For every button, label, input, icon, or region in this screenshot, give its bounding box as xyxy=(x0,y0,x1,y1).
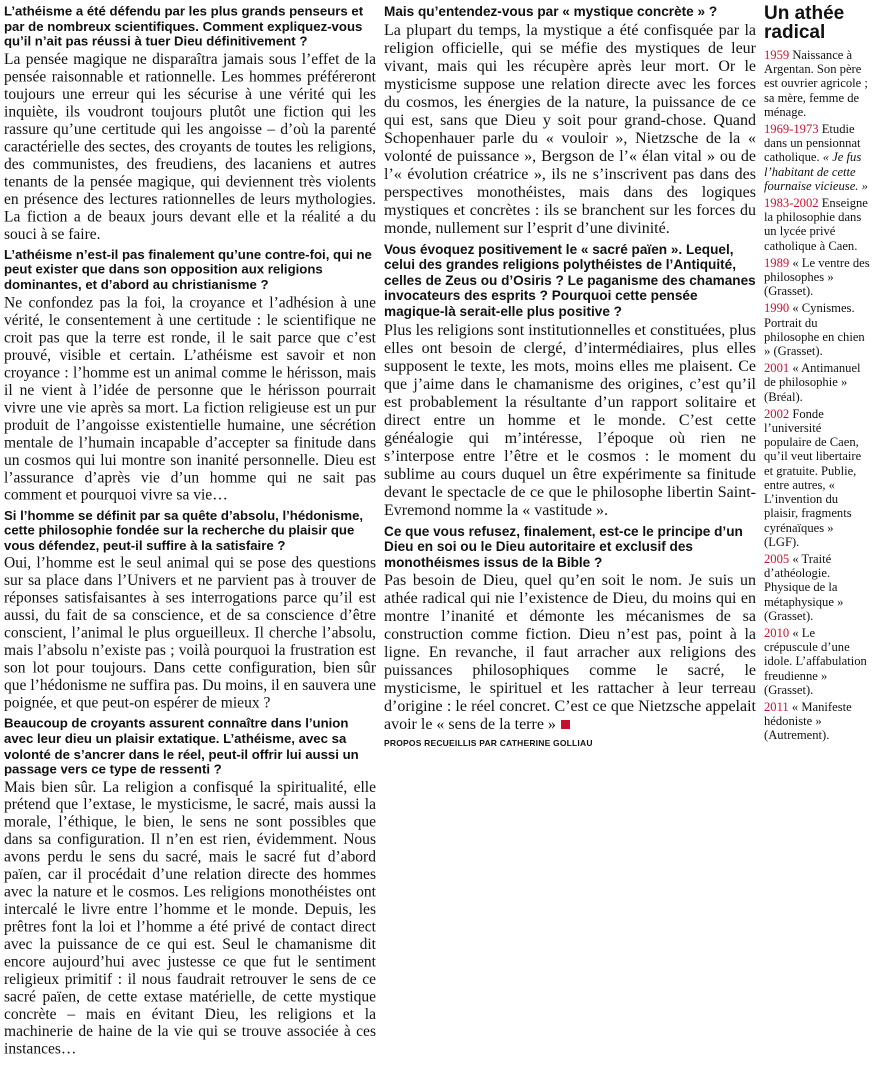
timeline-year: 1990 xyxy=(764,301,790,316)
interview-column-2 xyxy=(384,4,756,1076)
answer-1: La pensée magique ne disparaîtra jamais sous l’effet de la pensée raisonnable et rationnelle. Les hommes préféreront toujours une erreur qui les sécurise à une vérité qui les inquiète, ils voudront toujours plutôt une fiction qui les rassure qu’une certitude qui les angoisse – d’où la parenté caractérielle des sectes, des croyants de toutes les religions, des communistes, des freudiens, des lacaniens et autres tenants de la pensée magique, qui deviennent très violents en présence des lectures rationnelles de leurs mythologies. La fiction a de beaux jours devant elle et la réalité a du souci à se faire. xyxy=(4,51,376,243)
timeline-text: « Cynismes. Portrait du philosophe en chien » (Grasset). xyxy=(764,301,865,359)
timeline-year: 1989 xyxy=(764,255,790,270)
credit-line: PROPOS RECUEILLIS PAR CATHERINE GOLLIAU xyxy=(384,738,593,749)
timeline-entry xyxy=(764,700,872,743)
timeline-entry xyxy=(764,552,872,623)
column-1-content xyxy=(4,4,376,1058)
timeline-entry xyxy=(764,361,872,404)
timeline-year: 2010 xyxy=(764,625,790,640)
timeline-entry xyxy=(764,407,872,549)
column-2-content xyxy=(384,4,756,748)
question-2: L’athéisme n’est-il pas finalement qu’une contre-foi, qui ne peut exister que dans son opposition aux religions dominantes, et d’abord au christianisme ? xyxy=(4,247,372,293)
timeline-text: « Antimanuel de philosophie » (Bréal). xyxy=(764,361,861,404)
sidebar-content xyxy=(764,4,872,743)
answer-7 xyxy=(384,572,756,734)
answer-7-text: Pas besoin de Dieu, quel qu’en soit le nom. Je suis un athée radical qui nie l’existence de Dieu, du moins qui en montre l’inanité et démonte les mécanismes de sa construction comme fiction. Dieu n’est pas, point à la ligne. En revanche, il faut arracher aux religions des puissances philosophiques comme le sacré, le mysticisme, le spirituel et les rattacher à leur terreau d’origine : le réel concret. C’est ce que Nietzsche appelait avoir le « sens de la terre » xyxy=(384,572,756,734)
timeline-year: 2001 xyxy=(764,361,790,376)
timeline-year: 1983-2002 xyxy=(764,196,819,211)
sidebar-title: Un athée radical xyxy=(764,4,845,43)
timeline-quote: « Je fus l’habitant de cette fournaise vicieuse. » xyxy=(764,150,868,193)
timeline-year: 2005 xyxy=(764,551,790,566)
interview-column-1 xyxy=(4,4,376,1076)
timeline-text: « Manifeste hédoniste » (Autrement). xyxy=(764,699,852,743)
timeline-entry xyxy=(764,122,872,193)
timeline-text: « Le crépuscule d’une idole. L’affabulation freudienne » (Grasset). xyxy=(764,625,867,697)
answer-6: Plus les religions sont institutionnelles et constituées, plus elles ont besoin de clergé, d’intermédiaires, plus elles supposent le texte, les mots, moins elles me plaisent. Ce que j’aime dans le chamanisme des origines, c’est qu’il est probablement la résultante d’un rapport solitaire et direct entre un homme et le monde. C’est cette généalogie qui m’intéresse, l’époque où rien ne s’interpose entre l’être et le cosmos : le moment du sublime au cours duquel un être expérimente sa finitude devant le spectacle de ce que le philosophe libertin Saint-Evremond nomme la « vastitude ». xyxy=(384,321,756,519)
answer-2: Ne confondez pas la foi, la croyance et l’adhésion à une vérité, le consentement à une certitude : le scientifique ne croit pas que la terre est ronde, il le sait parce que c’est prouvé, visible et certain. L’athéisme est savoir et non croyance : l’homme est un animal comme le hérisson, mais il ne vient à l’idée de personne que le hérisson pourrait vivre une vie après sa mort. La fiction religieuse est un pur produit de l’angoisse existentielle humaine, une sécrétion mentale de l’humain incapable d’accepter sa finitude dans un cosmos qui lui montre son inanité personnelle. Dieu est l’assurance d’après vie d’un homme qui ne sait pas comment et pourquoi vivre sa vie… xyxy=(4,294,376,504)
sidebar-biography xyxy=(764,4,872,1076)
timeline xyxy=(764,48,872,743)
answer-3: Oui, l’homme est le seul animal qui se pose des questions sur sa place dans l’Univers et ne parvient pas à trouver de réponses satisfaisantes à ses interrogations parce qu’il est aussi, du fait de sa conscience, et de sa conscience d’être conscient, l’animal le plus orgueilleux. Il cherche l’absolu, mais l’absolu n’existe pas ; voilà pourquoi la frustration est son lot pour toujours. Dans cette configuration, bien sûr que l’hédonisme ne suffira pas. Du moins, il en sauvera une poignée, et que peut-on espérer de mieux ? xyxy=(4,555,376,712)
timeline-text: Fonde l’université populaire de Caen, qu’il veut libertaire et gratuite. Publie, entre autres, « L’invention du plaisir, fragments cyrénaïques » (LGF). xyxy=(764,406,862,549)
question-1: L’athéisme a été défendu par les plus grands penseurs et par de nombreux scientifiques. Comment expliquez-vous qu’il n’ait pas réussi à tuer Dieu définitivement ? xyxy=(4,4,364,49)
question-5: Mais qu’entendez-vous par « mystique concrète » ? xyxy=(384,4,718,19)
timeline-text: « Le ventre des philosophes » (Grasset). xyxy=(764,255,870,299)
timeline-text: Enseigne la philosophie dans un lycée privé catholique à Caen. xyxy=(764,196,868,253)
question-6: Vous évoquez positivement le « sacré païen ». Lequel, celui des grandes religions polythéistes de l’Antiquité, celles de Zeus ou d’Osiris ? Le paganisme des chamanes invocateurs des esprits ? Pourquoi cette pensée magique-là serait-elle plus positive ? xyxy=(384,241,756,319)
question-7: Ce que vous refusez, finalement, est-ce le principe d’un Dieu en soi ou le Dieu autoritaire et exclusif des monothéismes issus de la Bible ? xyxy=(384,523,743,570)
timeline-year: 1959 xyxy=(764,48,790,62)
timeline-text: Naissance à Argentan. Son père est ouvrier agricole ; sa mère, femme de ménage. xyxy=(764,48,868,119)
timeline-entry xyxy=(764,196,872,253)
timeline-text: « Traité d’athéologie. Physique de la métaphysique » (Grasset). xyxy=(764,551,844,623)
timeline-text: Etudie dans un pensionnat catholique. xyxy=(764,122,861,165)
timeline-entry xyxy=(764,301,872,358)
timeline-entry xyxy=(764,626,872,697)
question-3: Si l’homme se définit par sa quête d’absolu, l’hédonisme, cette philosophie fondée sur la recherche du plaisir que vous défendez, peut-il suffire à la satisfaire ? xyxy=(4,508,364,553)
answer-5: La plupart du temps, la mystique a été confisquée par la religion officielle, qui se méfie des mystiques de leur vivant, mais qui les récupère après leur mort. Or le mysticisme suppose une relation directe avec les forces du cosmos, les énergies de la nature, la puissance de ce qui est, sans que Dieu y soit pour grand-chose. Quand Schopenhauer parle du « vouloir », Nietzsche de la « volonté de puissance », Bergson de l’« élan vital » ou de l’« évolution créatrice », ils ne s’inscrivent pas dans des perspectives monothéistes, mais dans des logiques mystiques et concrètes : ils se branchent sur les forces du monde, nullement sur l’esprit d’une divinité. xyxy=(384,21,756,237)
timeline-year: 2002 xyxy=(764,406,790,421)
timeline-entry xyxy=(764,256,872,299)
end-mark-icon xyxy=(561,720,570,729)
question-4: Beaucoup de croyants assurent connaître dans l’union avec leur dieu un plaisir extatique. L’athéisme, avec sa volonté de s’ancrer dans le réel, peut-il offrir lui aussi un passage vers ce type de ressenti ? xyxy=(4,716,359,777)
timeline-year: 2011 xyxy=(764,699,789,714)
answer-4: Mais bien sûr. La religion a confisqué la spiritualité, elle prétend que l’extase, le mysticisme, le sacré, mais aussi la morale, l’éthique, le bien, le sens ne sont possibles que dans sa configuration. Il n’en est rien, évidemment. Nous avons perdu le sens du sacré, mais le sacré fut d’abord païen, car il procédait d’une relation directe des hommes avec la nature et le cosmos. Les religions monothéistes ont intercalé le livre entre l’homme et le monde. Depuis, les prêtres font la loi et l’homme a été privé de contact direct avec la puissance de ce qui est. Seul le chamanisme dit encore aujourd’hui avec justesse ce que fut le sentiment religieux primitif : il nous faudrait retrouver le sens de ce sacré païen, de cette extase matérielle, de cette mystique concrète – mais en évitant Dieu, les religions et la machinerie de haine de la vie qui se trouve associée à ces instances… xyxy=(4,778,376,1058)
timeline-entry xyxy=(764,48,872,119)
timeline-year: 1969-1973 xyxy=(764,122,819,137)
